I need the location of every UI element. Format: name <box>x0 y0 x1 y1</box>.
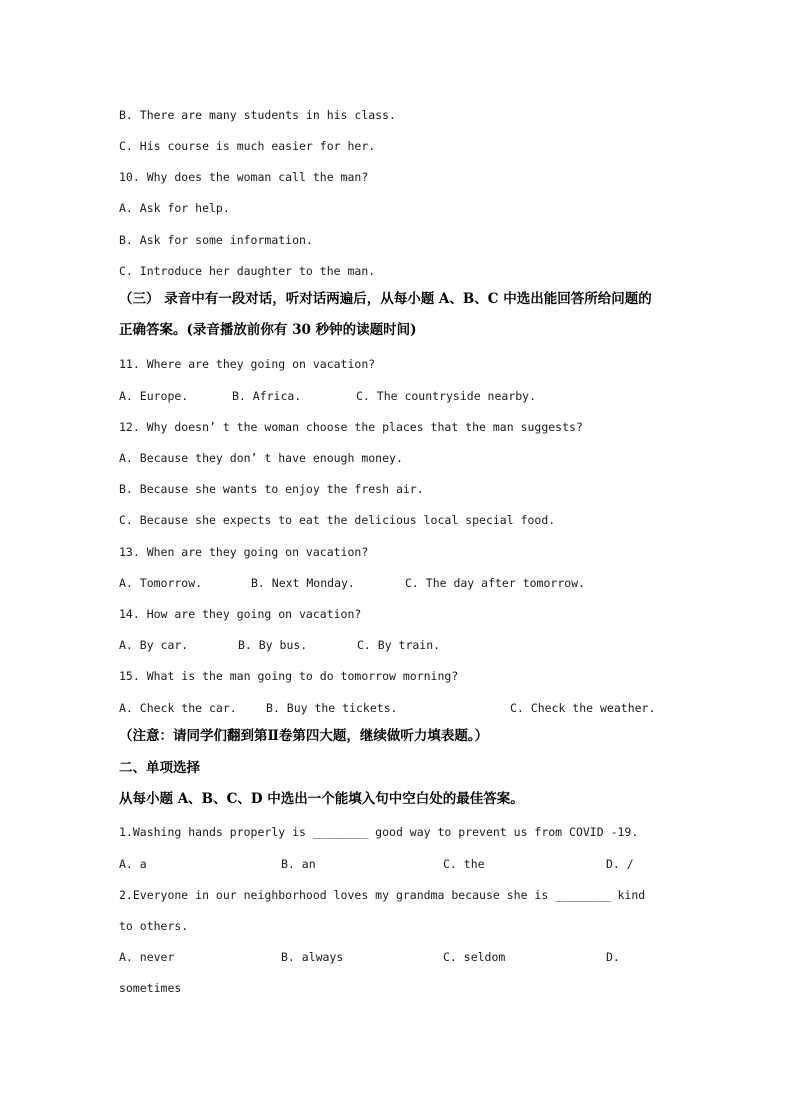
mc2-option-d-text: sometimes <box>119 981 182 995</box>
q13-question: 13. When are they going on vacation? <box>119 545 369 559</box>
q12-option-b: B. Because she wants to enjoy the fresh air. <box>119 482 424 496</box>
q10-option-b: B. Ask for some information. <box>119 233 313 247</box>
q15-question: 15. What is the man going to do tomorrow morning? <box>119 669 459 683</box>
q13-option-c: C. The day after tomorrow. <box>405 576 586 590</box>
q11-option-c: C. The countryside nearby. <box>356 389 537 403</box>
q10-option-c: C. Introduce her daughter to the man. <box>119 264 376 278</box>
section-3-instruction-line2: 正确答案。(录音播放前你有 30 秒钟的读题时间) <box>119 322 417 338</box>
section-3-instruction-line1: （三） 录音中有一段对话，听对话两遍后，从每小题 A、B、C 中选出能回答所给问题的 <box>119 291 652 307</box>
mc2-option-d: D. <box>606 950 620 964</box>
section-2-title: 二、单项选择 <box>119 760 200 776</box>
q11-option-a: A. Europe. <box>119 389 189 403</box>
mc1-option-d: D. / <box>606 857 634 871</box>
q15-option-b: B. Buy the tickets. <box>266 701 398 715</box>
q14-option-c: C. By train. <box>357 638 441 652</box>
q13-option-a: A. Tomorrow. <box>119 576 203 590</box>
q10-option-a: A. Ask for help. <box>119 201 230 215</box>
q12-question: 12. Why doesn’ t the woman choose the places that the man suggests? <box>119 420 583 434</box>
q12-option-c: C. Because she expects to eat the delicious local special food. <box>119 513 556 527</box>
q13-option-b: B. Next Monday. <box>251 576 355 590</box>
mc2-option-c: C. seldom <box>443 950 506 964</box>
mc2-option-a: A. never <box>119 950 175 964</box>
mc2-option-b: B. always <box>281 950 344 964</box>
mc2-question-line1: 2.Everyone in our neighborhood loves my grandma because she is ________ kind <box>119 888 646 902</box>
q15-option-a: A. Check the car. <box>119 701 237 715</box>
mc1-option-c: C. the <box>443 857 485 871</box>
q14-question: 14. How are they going on vacation? <box>119 607 362 621</box>
note-instruction: （注意：请同学们翻到第Ⅱ卷第四大题，继续做听力填表题。） <box>119 728 489 744</box>
mc1-question: 1.Washing hands properly is ________ good way to prevent us from COVID -19. <box>119 825 639 839</box>
mc1-option-a: A. a <box>119 857 147 871</box>
section-2-instruction: 从每小题 A、B、C、D 中选出一个能填入句中空白处的最佳答案。 <box>119 791 524 807</box>
mc2-question-line2: to others. <box>119 919 189 933</box>
q9-option-c: C. His course is much easier for her. <box>119 139 376 153</box>
mc1-option-b: B. an <box>281 857 316 871</box>
q9-option-b: B. There are many students in his class. <box>119 108 396 122</box>
q11-question: 11. Where are they going on vacation? <box>119 357 376 371</box>
q14-option-a: A. By car. <box>119 638 189 652</box>
q15-option-c: C. Check the weather. <box>510 701 656 715</box>
q12-option-a: A. Because they don’ t have enough money. <box>119 451 403 465</box>
q10-question: 10. Why does the woman call the man? <box>119 170 369 184</box>
q11-option-b: B. Africa. <box>232 389 302 403</box>
q14-option-b: B. By bus. <box>238 638 308 652</box>
